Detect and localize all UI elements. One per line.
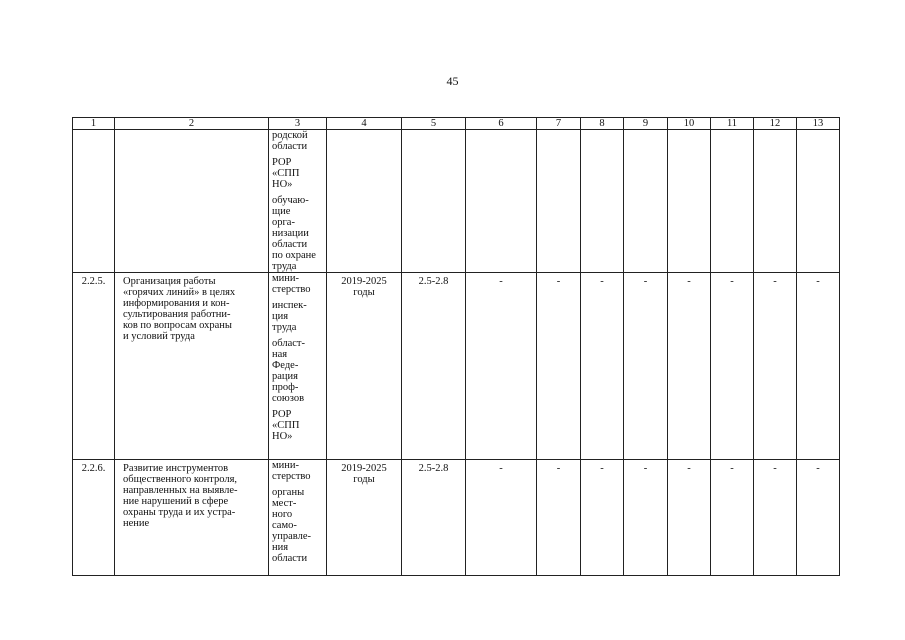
value-dash: - bbox=[556, 463, 561, 474]
measure-name bbox=[115, 130, 269, 273]
value-cell-12 bbox=[754, 273, 797, 460]
executor-block bbox=[272, 300, 324, 333]
value-cell-7 bbox=[537, 273, 581, 460]
measure-name-line: ков по вопросам охраны bbox=[123, 320, 232, 331]
value-cell-11 bbox=[711, 130, 754, 273]
executor-line: НО» bbox=[272, 431, 293, 442]
executor-line: области bbox=[272, 553, 308, 564]
executor-line: НО» bbox=[272, 179, 293, 190]
executors bbox=[269, 273, 327, 460]
executor-block bbox=[272, 487, 324, 564]
value-dash: - bbox=[556, 276, 561, 287]
value-cell-12 bbox=[754, 460, 797, 576]
measure-name-line: «горячих линий» в целях bbox=[123, 287, 236, 298]
value-cell-6 bbox=[466, 460, 537, 576]
period-line: годы bbox=[353, 474, 375, 485]
executor-line: «СПП bbox=[272, 420, 300, 431]
period bbox=[327, 130, 402, 273]
measure-name-line: Развитие инструментов bbox=[123, 463, 229, 474]
row-number: 2.2.6. bbox=[73, 460, 115, 576]
header-cell-2: 2 bbox=[115, 118, 269, 130]
measure-name-line: нение bbox=[123, 518, 150, 529]
executor-line: обучаю- bbox=[272, 195, 309, 206]
executor-line: инспек- bbox=[272, 300, 307, 311]
executor-line: РОР bbox=[272, 409, 292, 420]
executor-line: области bbox=[272, 239, 308, 250]
value-cell-13 bbox=[797, 273, 840, 460]
value-cell-7 bbox=[537, 130, 581, 273]
value-cell-13 bbox=[797, 460, 840, 576]
indicators: 2.5-2.8 bbox=[402, 273, 466, 460]
value-dash: - bbox=[643, 463, 648, 474]
measure-name-line: охраны труда и их устра- bbox=[123, 507, 236, 518]
value-dash: - bbox=[816, 463, 820, 474]
indicators bbox=[402, 130, 466, 273]
period bbox=[327, 273, 402, 460]
value-cell-12 bbox=[754, 130, 797, 273]
header-cell-9: 9 bbox=[624, 118, 668, 130]
executor-line: низации bbox=[272, 228, 309, 239]
executors bbox=[269, 130, 327, 273]
value-cell-10 bbox=[668, 130, 711, 273]
header-cell-8: 8 bbox=[581, 118, 624, 130]
measure-name-line: информирования и кон- bbox=[123, 298, 230, 309]
value-dash: - bbox=[730, 276, 734, 287]
measure-name-line: сультирования работни- bbox=[123, 309, 231, 320]
indicators: 2.5-2.8 bbox=[402, 460, 466, 576]
measure-name-line: ние нарушений в сфере bbox=[123, 496, 229, 507]
value-dash: - bbox=[499, 463, 503, 474]
value-cell-6 bbox=[466, 130, 537, 273]
executor-line: област- bbox=[272, 338, 305, 349]
value-cell-7 bbox=[537, 460, 581, 576]
value-dash: - bbox=[687, 463, 691, 474]
table-header-row bbox=[73, 118, 840, 130]
header-cell-6: 6 bbox=[466, 118, 537, 130]
value-cell-11 bbox=[711, 273, 754, 460]
executor-line: труда bbox=[272, 322, 297, 333]
row-number: 2.2.5. bbox=[73, 273, 115, 460]
measure-name bbox=[115, 460, 269, 576]
executor-line: управле- bbox=[272, 531, 311, 542]
measure-name-line: и условий труда bbox=[123, 331, 195, 342]
table-row bbox=[73, 273, 840, 460]
value-dash: - bbox=[643, 276, 648, 287]
executor-line: щие bbox=[272, 206, 291, 217]
executor-block bbox=[272, 460, 324, 482]
value-cell-11 bbox=[711, 460, 754, 576]
executor-line: труда bbox=[272, 261, 297, 272]
executor-line: Феде- bbox=[272, 360, 299, 371]
executor-line: само- bbox=[272, 520, 297, 531]
executor-line: ного bbox=[272, 509, 293, 520]
executor-block bbox=[272, 195, 324, 272]
header-cell-5: 5 bbox=[402, 118, 466, 130]
value-cell-8 bbox=[581, 273, 624, 460]
value-cell-13 bbox=[797, 130, 840, 273]
header-cell-7: 7 bbox=[537, 118, 581, 130]
measure-name-line: направленных на выявле- bbox=[123, 485, 238, 496]
executor-line: «СПП bbox=[272, 168, 300, 179]
header-cell-12: 12 bbox=[754, 118, 797, 130]
period-line: 2019-2025 bbox=[341, 463, 387, 474]
executor-line: проф- bbox=[272, 382, 299, 393]
row-number bbox=[73, 130, 115, 273]
executor-block bbox=[272, 273, 324, 295]
executor-line: ная bbox=[272, 349, 288, 360]
header-cell-11: 11 bbox=[711, 118, 754, 130]
table-row bbox=[73, 460, 840, 576]
value-dash: - bbox=[600, 463, 604, 474]
header-cell-10: 10 bbox=[668, 118, 711, 130]
period bbox=[327, 460, 402, 576]
table-row bbox=[73, 130, 840, 273]
measure-name-line: Организация работы bbox=[123, 276, 216, 287]
executor-block bbox=[272, 338, 324, 404]
value-cell-6 bbox=[466, 273, 537, 460]
executor-line: РОР bbox=[272, 157, 292, 168]
value-dash: - bbox=[499, 276, 503, 287]
value-cell-9 bbox=[624, 130, 668, 273]
executor-line: ния bbox=[272, 542, 289, 553]
header-cell-4: 4 bbox=[327, 118, 402, 130]
executor-line: мини- bbox=[272, 273, 299, 284]
period-line: годы bbox=[353, 287, 375, 298]
measures-table bbox=[72, 117, 840, 576]
measure-name-line: общественного контроля, bbox=[123, 474, 238, 485]
value-cell-8 bbox=[581, 460, 624, 576]
executor-line: союзов bbox=[272, 393, 305, 404]
page-number: 45 bbox=[446, 74, 459, 88]
executor-block bbox=[272, 409, 324, 442]
measure-name bbox=[115, 273, 269, 460]
executors bbox=[269, 460, 327, 576]
period-line: 2019-2025 bbox=[341, 276, 387, 287]
executor-line: мини- bbox=[272, 460, 299, 471]
value-cell-9 bbox=[624, 460, 668, 576]
executor-line: мест- bbox=[272, 498, 297, 509]
executor-line: стерство bbox=[272, 284, 311, 295]
executor-block bbox=[272, 130, 324, 152]
executor-line: родской bbox=[272, 130, 308, 141]
executor-line: по охране bbox=[272, 250, 316, 261]
value-dash: - bbox=[730, 463, 734, 474]
value-dash: - bbox=[600, 276, 604, 287]
value-dash: - bbox=[773, 463, 777, 474]
value-dash: - bbox=[773, 276, 777, 287]
executor-line: рация bbox=[272, 371, 298, 382]
executor-line: области bbox=[272, 141, 308, 152]
executor-line: стерство bbox=[272, 471, 311, 482]
header-cell-13: 13 bbox=[797, 118, 840, 130]
value-cell-10 bbox=[668, 460, 711, 576]
value-cell-8 bbox=[581, 130, 624, 273]
value-dash: - bbox=[687, 276, 691, 287]
executor-line: орга- bbox=[272, 217, 295, 228]
value-dash: - bbox=[816, 276, 820, 287]
header-cell-3: 3 bbox=[269, 118, 327, 130]
executor-line: ция bbox=[272, 311, 289, 322]
value-cell-9 bbox=[624, 273, 668, 460]
executor-block bbox=[272, 157, 324, 190]
value-cell-10 bbox=[668, 273, 711, 460]
header-cell-1: 1 bbox=[73, 118, 115, 130]
executor-line: органы bbox=[272, 487, 305, 498]
